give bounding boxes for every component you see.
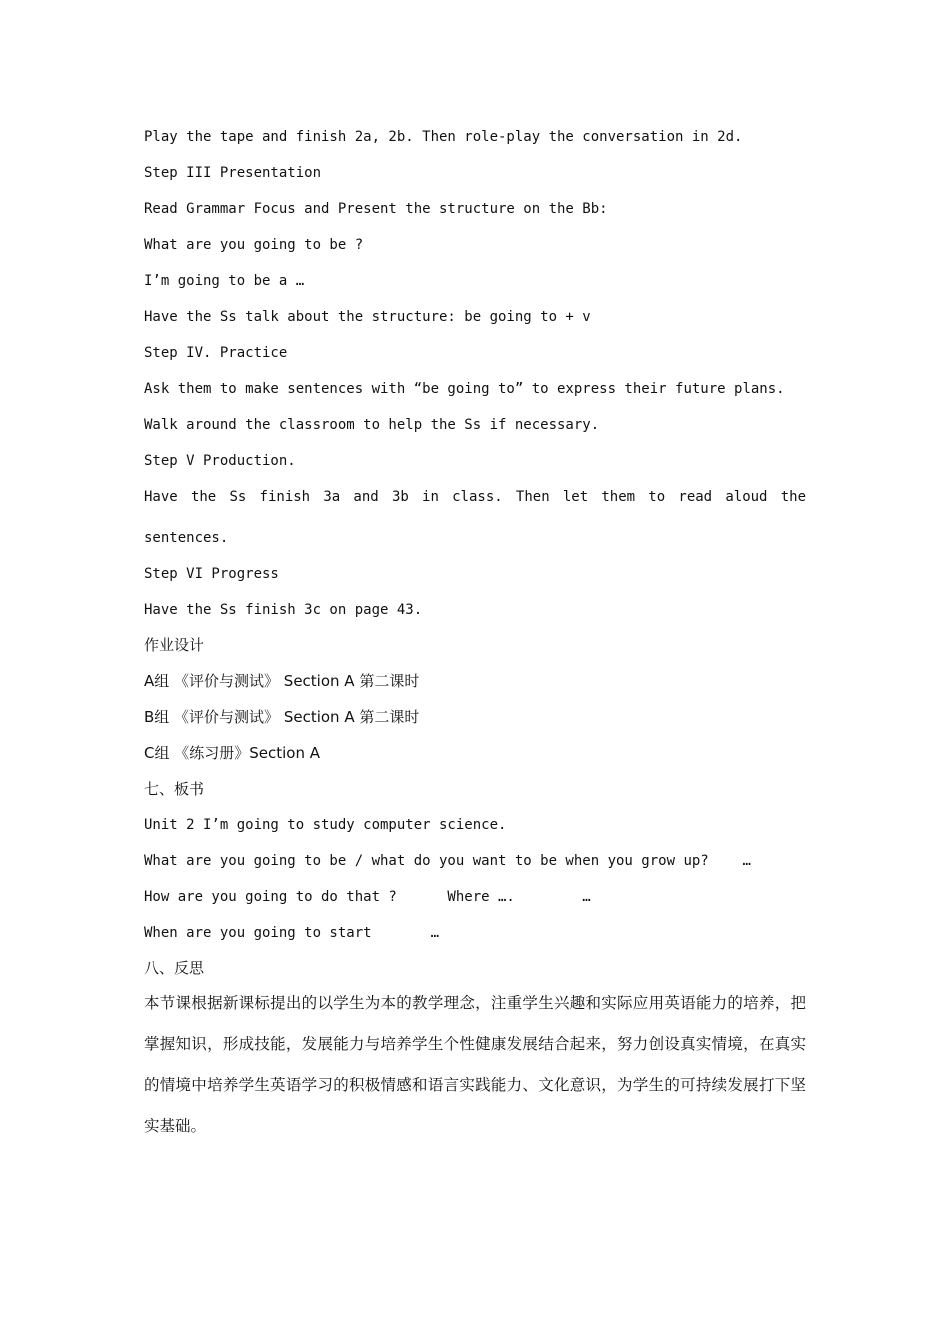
text-line-sentences-end: sentences. bbox=[144, 530, 229, 546]
step-3-heading: Step III Presentation bbox=[144, 165, 322, 181]
step-5-heading: Step V Production. bbox=[144, 453, 296, 469]
text-line-finish-3c: Have the Ss finish 3c on page 43. bbox=[144, 602, 423, 618]
homework-group-a: A组 《评价与测试》 Section A 第二课时 bbox=[144, 672, 420, 690]
homework-heading: 作业设计 bbox=[144, 636, 205, 654]
text-line-tape: Play the tape and finish 2a, 2b. Then role-play the conversation in 2d. bbox=[144, 129, 743, 145]
homework-group-c: C组 《练习册》Section A bbox=[144, 744, 321, 762]
step-6-heading: Step VI Progress bbox=[144, 566, 279, 582]
reflection-paragraph: 本节课根据新课标提出的以学生为本的教学理念，注重学生兴趣和实际应用英语能力的培养，把掌握知识，形成技能，发展能力与培养学生个性健康发展结合起来，努力创设真实情境，在真实的情境中培养学生英语学习的积极情感和语言实践能力、文化意识，为学生的可持续发展打下坚实基础。 bbox=[144, 994, 806, 1135]
board-unit-title: Unit 2 I’m going to study computer science. bbox=[144, 817, 507, 833]
homework-group-b: B组 《评价与测试》 Section A 第二课时 bbox=[144, 708, 420, 726]
text-line-answer: I’m going to be a … bbox=[144, 273, 305, 289]
text-line-grammar: Read Grammar Focus and Present the structure on the Bb: bbox=[144, 201, 608, 217]
text-line-finish-3a: Have the Ss finish 3a and 3b in class. Then let them to read aloud the bbox=[144, 489, 806, 505]
text-line-walk: Walk around the classroom to help the Ss if necessary. bbox=[144, 417, 600, 433]
board-line-1: What are you going to be / what do you want to be when you grow up? … bbox=[144, 853, 751, 869]
blackboard-heading: 七、板书 bbox=[144, 780, 205, 798]
text-line-structure: Have the Ss talk about the structure: be going to + v bbox=[144, 309, 591, 325]
board-line-2: How are you going to do that ? Where …. … bbox=[144, 889, 591, 905]
reflection-heading: 八、反思 bbox=[144, 959, 205, 977]
text-line-sentences: Ask them to make sentences with “be going to” to express their future plans. bbox=[144, 381, 785, 397]
text-line-question: What are you going to be ? bbox=[144, 237, 364, 253]
board-line-3: When are you going to start … bbox=[144, 925, 440, 941]
step-4-heading: Step IV. Practice bbox=[144, 345, 288, 361]
